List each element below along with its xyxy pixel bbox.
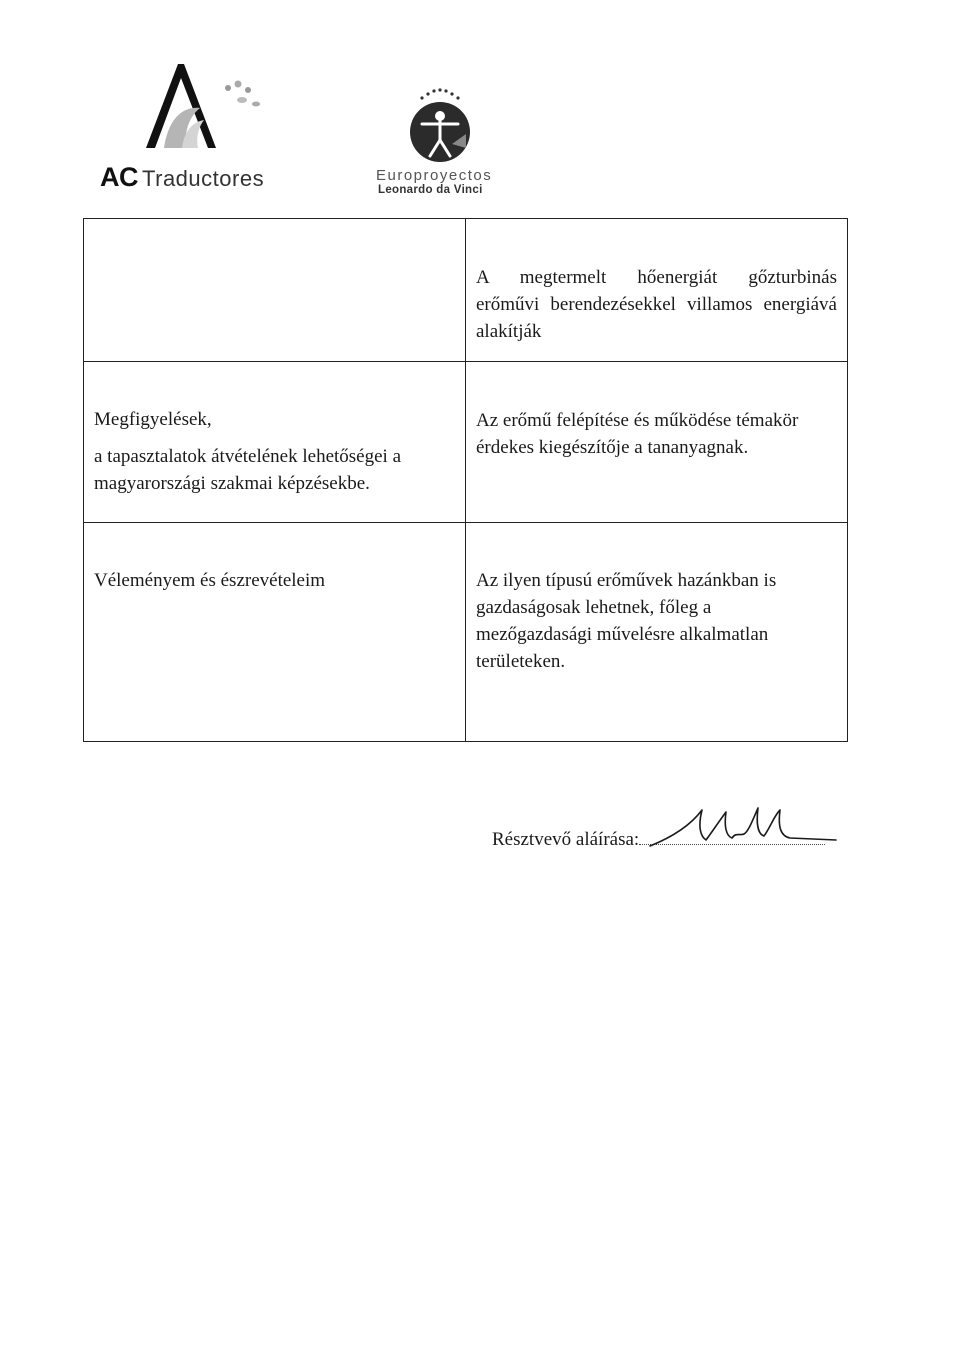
table-cell xyxy=(84,362,466,523)
cell-line: területeken. xyxy=(476,651,566,672)
cell-text xyxy=(466,523,847,675)
table-cell-empty xyxy=(84,219,466,362)
table-cell xyxy=(466,219,848,362)
report-table xyxy=(83,218,848,742)
europroyectos-logo xyxy=(376,86,516,201)
cell-line: a tapasztalatok átvételének lehetőségei a xyxy=(94,446,402,467)
signature-line xyxy=(492,826,825,853)
cell-line: gazdaságosak lehetnek, főleg a xyxy=(476,597,712,618)
ac-wordmark-light: Traductores xyxy=(142,166,265,191)
cell-line: érdekes kiegészítője a tananyagnak. xyxy=(476,437,749,458)
table-row xyxy=(84,523,848,742)
ac-wordmark-strong: AC xyxy=(100,162,138,192)
vitruvian-man-stars-icon xyxy=(400,86,480,166)
cell-text xyxy=(84,362,465,497)
ac-traductores-logo xyxy=(100,60,300,200)
cell-line: Véleményem és észrevételeim xyxy=(94,570,326,591)
table-row xyxy=(84,219,848,362)
europroyectos-program: Leonardo da Vinci xyxy=(378,184,483,196)
cell-line: Megfigyelések, xyxy=(94,409,212,430)
cell-line: magyarországi szakmai képzésekbe. xyxy=(94,473,370,494)
cell-line: Az ilyen típusú erőművek hazánkban is xyxy=(476,570,777,591)
table-cell xyxy=(466,362,848,523)
table-cell xyxy=(466,523,848,742)
table-cell xyxy=(84,523,466,742)
signature-label: Résztvevő aláírása: xyxy=(492,829,640,850)
cell-line: erőművi berendezésekkel villamos energiává xyxy=(476,294,837,315)
table-row xyxy=(84,362,848,523)
ac-wordmark xyxy=(100,164,264,191)
cell-line: Az erőmű felépítése és működése témakör xyxy=(476,410,799,431)
cell-text xyxy=(466,362,847,461)
europroyectos-name: Europroyectos xyxy=(376,167,493,184)
cell-line: alakítják xyxy=(476,321,542,342)
cell-text xyxy=(466,219,847,345)
stylized-a-mark-icon xyxy=(138,60,268,160)
handwritten-signature-icon xyxy=(640,802,840,852)
cell-text xyxy=(84,523,465,594)
cell-line: A megtermelt hőenergiát gőzturbinás xyxy=(476,267,837,288)
cell-line: mezőgazdasági művelésre alkalmatlan xyxy=(476,624,769,645)
